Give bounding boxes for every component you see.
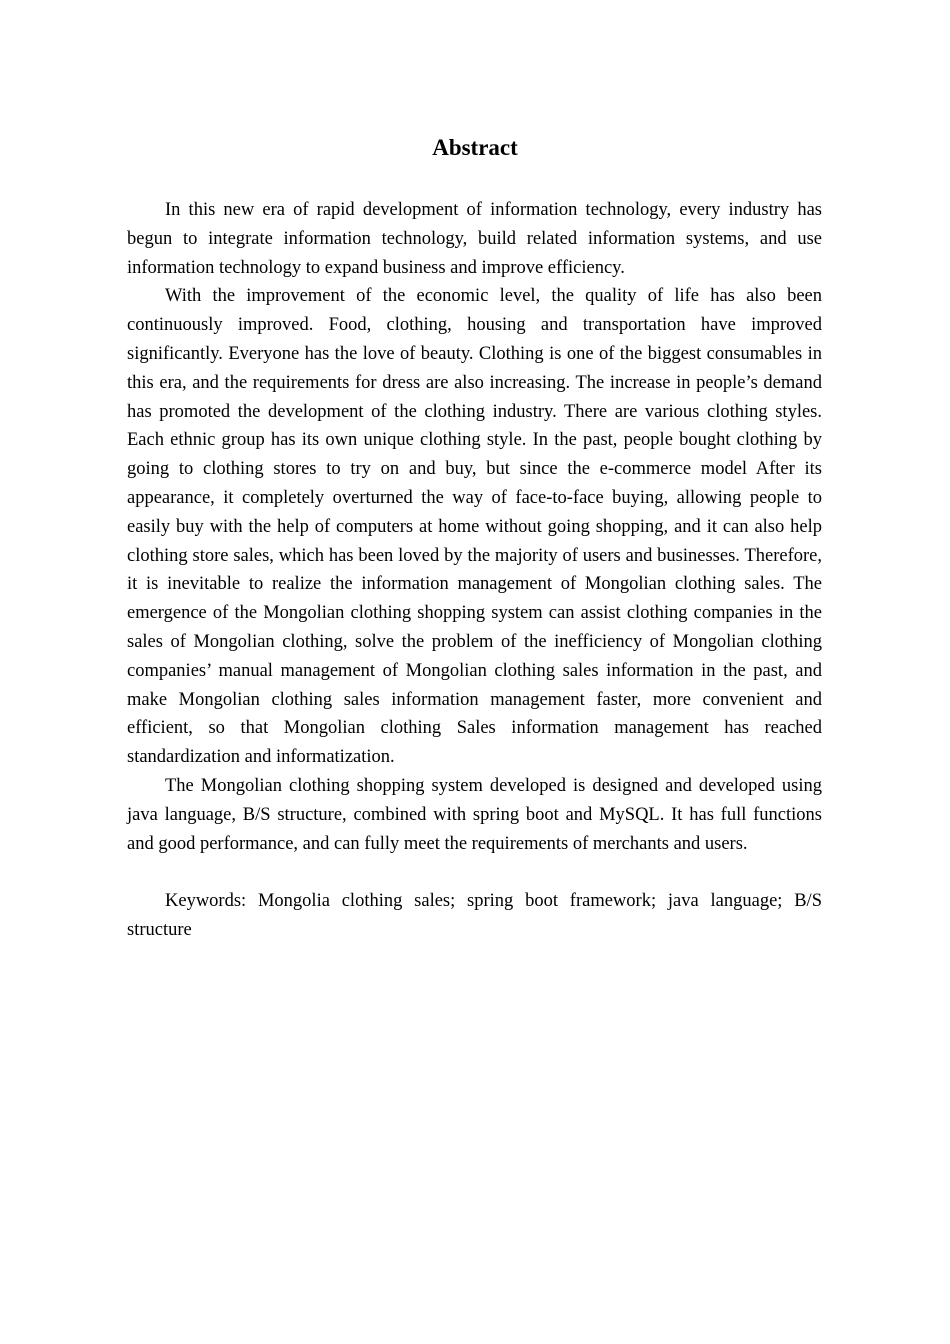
abstract-title: Abstract — [432, 135, 518, 160]
abstract-body — [127, 196, 822, 945]
abstract-paragraph-1: In this new era of rapid development of information technology, every industry has begun to integrate information technology, build related information systems, and use information technology to expand business and improve efficiency. — [127, 200, 822, 278]
abstract-paragraph-2: With the improvement of the economic level, the quality of life has also been continuously improved. Food, clothing, housing and transportation have improved significantly. Everyone has the love of beauty. Clothing is one of the biggest consumables in this era, and the requirements for dress are also increasing. The increase in people’s demand has promoted the development of the clothing industry. There are various clothing styles. Each ethnic group has its own unique clothing style. In the past, people bought clothing by going to clothing stores to try on and buy, but since the e-commerce model After its appearance, it completely overturned the way of face-to-face buying, allowing people to easily buy with the help of computers at home without going shopping, and it can also help clothing store sales, which has been loved by the majority of users and businesses. Therefore, it is inevitable to realize the information management of Mongolian clothing sales. The emergence of the Mongolian clothing shopping system can assist clothing companies in the sales of Mongolian clothing, solve the problem of the inefficiency of Mongolian clothing companies’ manual management of Mongolian clothing sales information in the past, and make Mongolian clothing sales information management faster, more convenient and efficient, so that Mongolian clothing Sales information management has reached standardization and informatization. — [127, 286, 822, 768]
abstract-paragraph-3: The Mongolian clothing shopping system developed is designed and developed using java language, B/S structure, combined with spring boot and MySQL. It has full functions and good performance, and can fully meet the requirements of merchants and users. — [127, 775, 822, 854]
keywords-line: Keywords: Mongolia clothing sales; spring boot framework; java language; B/S structure — [127, 891, 822, 940]
